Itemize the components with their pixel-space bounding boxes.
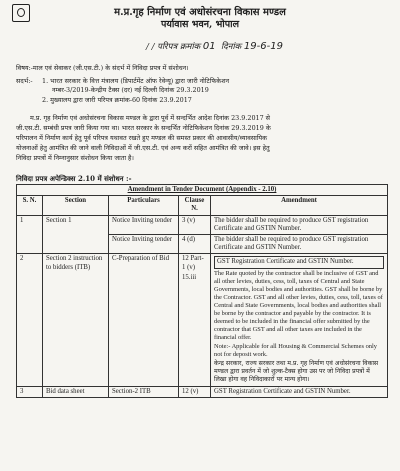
row-2-clauses: [179, 254, 211, 386]
header-sn: S. N.: [17, 196, 43, 215]
row-3-particulars: Section-2 ITB: [109, 386, 179, 397]
organization-address: पर्यावास भवन, भोपाल: [160, 19, 240, 30]
row-2-particulars: C-Preparation of Bid: [109, 254, 179, 386]
reference-1-line-2: नम्बर-3/2019-केन्द्रीय टैक्स (दर) नई दिल्ली दिनांक 29.3.2019: [52, 86, 209, 94]
row-1-sn: 1: [17, 215, 43, 254]
row-2-hindi-note: केन्द्र सरकार, राज्य सरकार तथा म.प्र. गृह निर्माण एवं अधोसंरचना विकास मण्डल द्वारा प्रवर्तन में जो शुल्क-टैक्स होगा उस पर जो निविदा प्रपत्रों में लिखा होगा वह निविदाकारों पर मान्य होगा।: [214, 359, 379, 383]
row-2-clause-2: 15.iii: [182, 273, 197, 281]
row-1a-clause: 3 (v): [179, 215, 211, 234]
header-particulars: Particulars: [109, 196, 179, 215]
circular-date: 19-6-19: [243, 41, 283, 52]
row-1a-amendment: The bidder shall be required to produce GST registration Certificate and GSTIN Number.: [211, 215, 388, 234]
row-3-sn: 3: [17, 386, 43, 397]
body-paragraph-line-3: परिपालन में निर्माण कार्य हेतु पूर्व परिपत्र यथावत रखते हुए मण्डल की समस्त प्रकार की आवासीय/व्यावसायिक: [16, 134, 267, 142]
row-3-clause: 12 (v): [179, 386, 211, 397]
row-1b-amendment: The bidder shall be required to produce GST registration Certificate and GSTIN Number.: [211, 235, 388, 254]
table-header-row: [17, 196, 388, 215]
reference-label: सदर्भ:-: [16, 77, 33, 85]
table-caption: Amendment in Tender Document (Appendix - 2.10): [17, 185, 388, 196]
subject-line: विषय:-माल एवं सेवाकर (जी.एस.टी.) के संदर्भ में निविदा प्रपत्र में संशोधन।: [16, 64, 189, 72]
table-row: [17, 386, 388, 397]
body-paragraph-line-2: जी.एस.टी. सम्बंधी प्रपत्र जारी किया गया था। भारत सरकार के सन्दर्भित नोटिफिकेशन दिनांक 29.3.2019 के: [16, 124, 271, 132]
row-2-sn: 2: [17, 254, 43, 386]
circular-prefix: / / परिपत्र क्रमांक: [146, 42, 201, 52]
section-heading: निविदा प्रपत्र अपेन्डिक्स 2.10 में संशोधन :-: [16, 174, 132, 183]
row-1-section: Section 1: [43, 215, 109, 254]
body-paragraph-line-1: म.प्र. गृह निर्माण एवं अधोसंरचना विकास मण्डल के द्वारा पूर्व में सन्दर्भित आदेश दिनांक 23.9.2017 से: [30, 114, 270, 122]
header-clause: Clause N.: [179, 196, 211, 215]
row-1b-particulars: Notice Inviting tender: [109, 235, 179, 254]
row-2-amendment-1: GST Registration Certificate and GSTIN Number.: [214, 256, 384, 268]
reference-2: 2. मुख्यालय द्वारा जारी परिपत्र क्रमांक-60 दिनांक 23.9.2017: [42, 96, 192, 104]
body-paragraph-line-5: निविदा प्रपत्रों में निम्नानुसार संशोधन किया जाता है।: [16, 154, 134, 162]
row-3-section: Bid data sheet: [43, 386, 109, 397]
row-1b-clause: 4 (d): [179, 235, 211, 254]
circular-number: 01: [202, 41, 216, 52]
amendment-table: [16, 184, 388, 398]
table-row: [17, 254, 388, 386]
table-row: [17, 215, 388, 234]
row-2-amendment: [211, 254, 388, 386]
header-amendment: Amendment: [211, 196, 388, 215]
circular-reference: [146, 41, 283, 52]
organization-name: म.प्र.गृह निर्माण एवं अधोसंरचना विकास मण्डल: [114, 7, 286, 18]
reference-1-line-1: 1. भारत सरकार के वित्त मंत्रालय (डिपार्टमेंट ऑफ रेवेन्यू) द्वारा जारी नोटिफिकेशन: [42, 77, 230, 85]
date-label: दिनांक: [221, 42, 242, 52]
row-2-amendment-2: The Rate quoted by the contractor shall be inclusive of GST and all other levies, duties, cess, toll, taxes of Central and State Governments, local bodies and authorities. GST shall be borne by the Contractor. GST and all other levies, duties, cess, toll, taxes of Central and State Governments, local bodies and authorities shall be borne by the contractor and payable by the contractor. It is deemed to be included in the financial offer submitted by the contractor that GST and all other taxes are included in the financial offer.: [214, 269, 383, 341]
header-section: Section: [43, 196, 109, 215]
row-1a-particulars: Notice Inviting tender: [109, 215, 179, 234]
body-paragraph-line-4: योजनाओं हेतु आमंत्रित की जाने वाली निविदाओं में जी.एस.टी. एवं अन्य करों सहित आमंत्रित की जावे। इस हेतु: [16, 144, 270, 152]
row-2-clause-1: 12 Part-1 (v): [182, 255, 204, 271]
row-2-section: Section 2 instruction to bidders (ITB): [43, 254, 109, 386]
row-3-amendment: GST Registration Certificate and GSTIN Number.: [211, 386, 388, 397]
row-2-note: Note:- Applicable for all Housing & Commercial Schemes only not for deposit work.: [214, 342, 377, 358]
